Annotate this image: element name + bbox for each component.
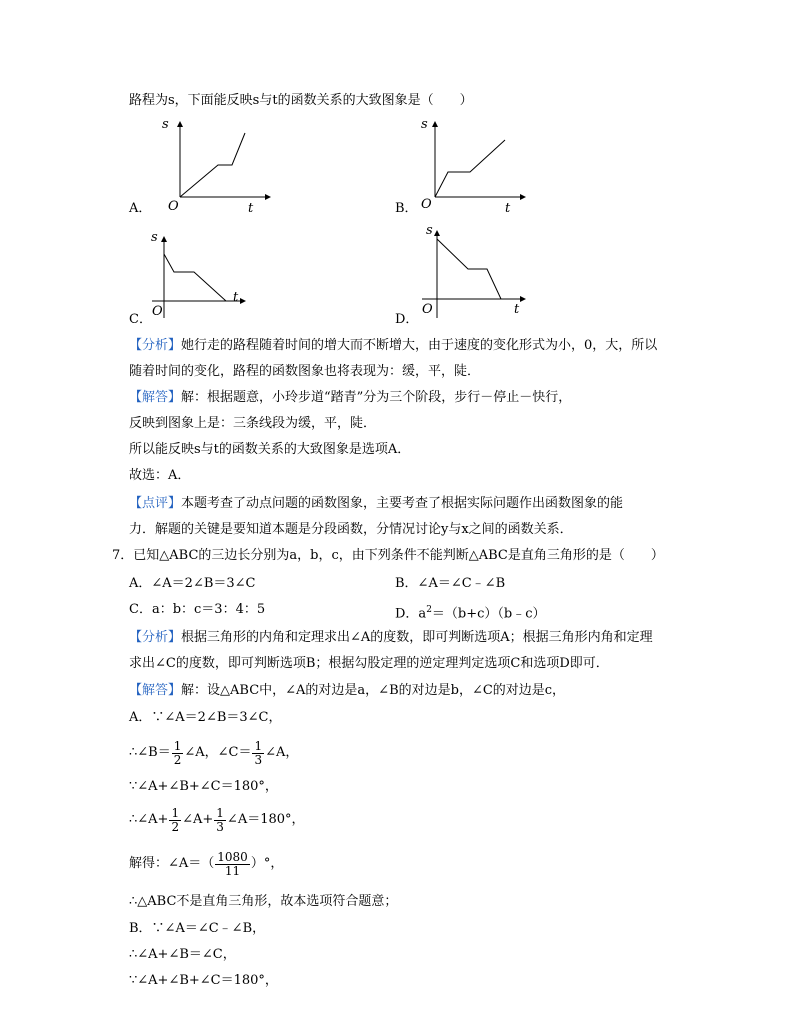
comment-tag: 【点评】 (129, 496, 182, 511)
q7-a4-frac-2-num: 1 (216, 805, 224, 820)
graph-c-letter: C． (129, 312, 152, 327)
graph-a-o-label: O (168, 199, 179, 214)
graph-c-s-label: s (151, 230, 158, 245)
question-intro: 路程为s，下面能反映s与t的函数关系的大致图象是（ ） (129, 93, 473, 108)
graph-c-o-label: O (152, 304, 163, 319)
analysis-line-2: 随着时间的变化，路程的函数图象也将表现为：缓，平，陡． (129, 364, 481, 379)
answer-line-2: 反映到图象上是：三条线段为缓，平，陡． (129, 416, 377, 431)
q7-a3: ∵∠A+∠B+∠C＝180°， (129, 779, 278, 794)
q7-a2-p1: ∴∠B＝ (129, 745, 171, 760)
q7-a2-frac-2 (252, 740, 264, 767)
q7-a4 (129, 805, 305, 836)
q7-analysis-text-1: 根据三角形的内角和定理求出∠A的度数，即可判断选项A；根据三角形内角和定理 (181, 630, 653, 645)
q7-a2-frac-1-den: 2 (173, 752, 182, 767)
graph-d-letter: D． (395, 312, 419, 327)
q7-a6: ∴△ABC不是直角三角形，故本选项符合题意； (129, 894, 398, 909)
q7-option-b: B．∠A＝∠C﹣∠B (395, 576, 506, 591)
graph-c-svg (148, 228, 258, 328)
q7-option-d-suffix: ＝（b+c）（b﹣c） (431, 606, 546, 622)
q7-option-d (395, 601, 546, 623)
graph-d-o-label: O (422, 302, 433, 317)
graph-b-t-label: t (505, 201, 511, 216)
answer-tag: 【解答】 (129, 390, 182, 405)
analysis-tag: 【分析】 (129, 338, 182, 353)
comment-text-1: 本题考查了动点问题的函数图象，主要考查了根据实际问题作出函数图象的能 (181, 496, 624, 511)
q7-a2-p2: ∠A，∠C＝ (184, 745, 252, 760)
graph-a-t-label: t (248, 201, 254, 216)
q7-a2-frac-1-num: 1 (173, 738, 182, 753)
q7-answer-tag: 【解答】 (129, 683, 182, 698)
graph-a-letter: A． (129, 201, 152, 216)
q7-option-d-sup: 2 (426, 605, 432, 615)
graph-b-o-label: O (421, 197, 432, 212)
q7-a4-frac-1-den: 2 (171, 819, 180, 834)
q7-option-d-prefix: D．a (395, 606, 427, 622)
q7-a5-frac-num: 1080 (217, 849, 248, 864)
q7-a5-frac (215, 851, 250, 878)
answer-line-1 (129, 389, 571, 407)
q7-a5 (129, 849, 283, 880)
graph-b (415, 115, 535, 215)
graph-a-s-label: s (162, 117, 169, 132)
answer-text-1: 解：根据题意，小玲步道“踏青”分为三个阶段，步行－停止－快行， (181, 390, 572, 405)
graph-b-svg (415, 115, 535, 215)
q7-a5-p1: 解得：∠A＝（ (129, 856, 215, 871)
q7-a2-p3: ∠A， (265, 745, 299, 760)
q7-a4-frac-2 (214, 807, 226, 834)
q7-a1: A．∵∠A＝2∠B＝3∠C， (129, 710, 282, 725)
analysis-text-1: 她行走的路程随着时间的增大而不断增大，由于速度的变化形式为小，0，大，所以 (181, 338, 658, 353)
graph-d (420, 222, 535, 322)
graph-d-t-label: t (514, 302, 520, 317)
q7-a4-frac-1-num: 1 (171, 805, 180, 820)
q7-option-a: A．∠A＝2∠B＝3∠C (129, 576, 256, 591)
q7-answer-text-1: 解：设△ABC中，∠A的对边是a，∠B的对边是b，∠C的对边是c， (181, 683, 566, 698)
q7-a5-frac-den: 11 (224, 863, 241, 878)
graph-c-t-label: t (233, 290, 239, 305)
q7-a2-frac-2-den: 3 (254, 752, 263, 767)
graph-c (148, 228, 258, 328)
q7-a2-frac-2-num: 1 (254, 738, 263, 753)
q7-analysis-tag: 【分析】 (129, 630, 182, 645)
answer-line-4: 故选：A． (129, 468, 191, 483)
q7-b2: ∴∠A+∠B＝∠C， (129, 947, 236, 962)
q7-stem: 7．已知△ABC的三边长分别为a，b，c，由下列条件不能判断△ABC是直角三角形的是（ ） (112, 548, 664, 563)
q7-b1: B．∵∠A＝∠C﹣∠B， (129, 921, 266, 936)
q7-a2-frac-1 (172, 740, 184, 767)
q7-b3: ∵∠A+∠B+∠C＝180°， (129, 973, 278, 988)
q7-a4-frac-1 (169, 807, 181, 834)
comment-line-1 (129, 495, 623, 513)
comment-line-2: 力．解题的关键是要知道本题是分段函数，分情况讨论y与x之间的函数关系． (129, 522, 573, 537)
q7-a4-p1: ∴∠A+ (129, 812, 169, 827)
graph-b-letter: B． (395, 201, 418, 216)
q7-a4-p3: ∠A＝180°， (226, 812, 305, 827)
q7-a5-p2: ）°， (250, 856, 284, 871)
q7-option-c: C．a：b：c＝3：4：5 (129, 602, 266, 617)
q7-a2 (129, 738, 298, 769)
q7-answer-line-1 (129, 682, 565, 700)
q7-a4-p2: ∠A+ (182, 812, 214, 827)
answer-line-3: 所以能反映s与t的函数关系的大致图象是选项A． (129, 442, 411, 457)
analysis-line-1 (129, 337, 657, 355)
q7-analysis-line-1 (129, 629, 653, 647)
q7-analysis-line-2: 求出∠C的度数，即可判断选项B；根据勾股定理的逆定理判定选项C和选项D即可． (129, 656, 609, 671)
q7-a4-frac-2-den: 3 (216, 819, 224, 834)
graph-b-s-label: s (421, 117, 428, 132)
graph-a (150, 115, 270, 215)
graph-d-s-label: s (426, 223, 433, 238)
